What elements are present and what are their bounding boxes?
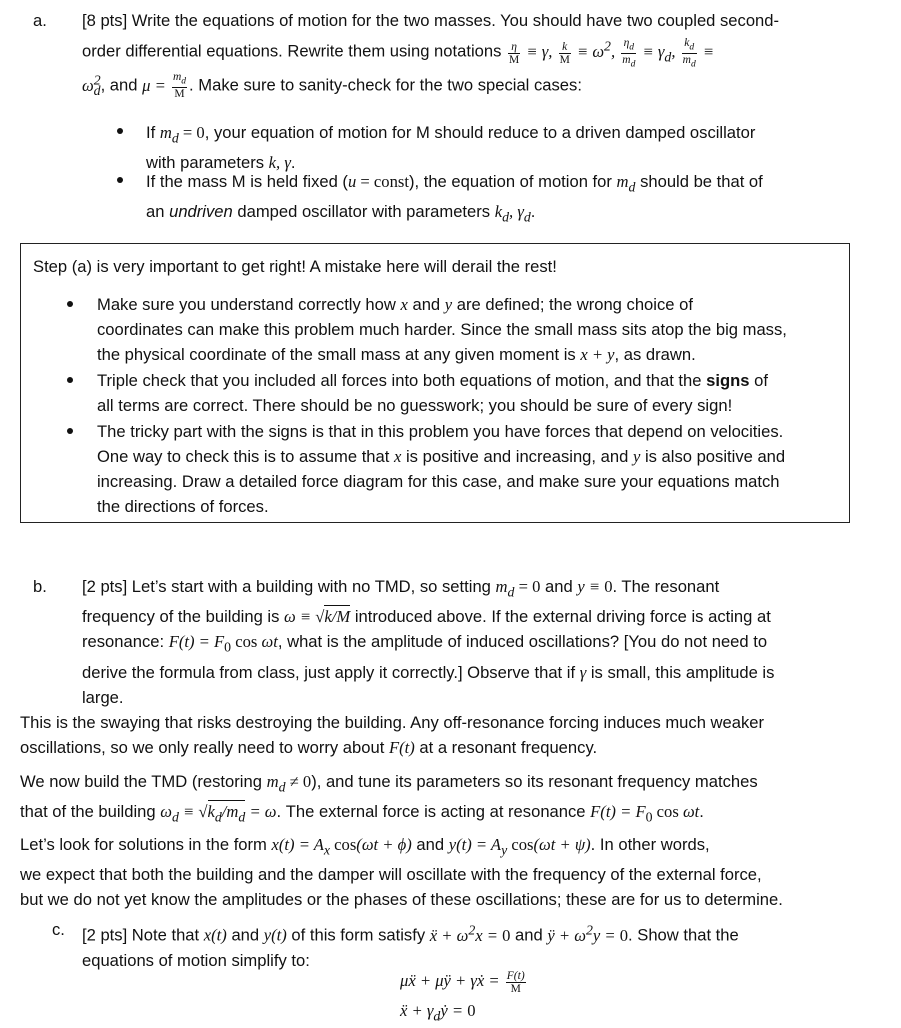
paragraph-swaying: This is the swaying that risks destroying the building. Any off-resonance forcing induces much weaker oscillations, so we only really need to worry about F(t) at a resonant frequency. xyxy=(20,713,765,757)
part-c-text: [2 pts] Note that x(t) and y(t) of this form satisfy ẍ + $\omega^2x = 0$ and ÿ + $\omega^2y = 0$. Show that the equations of motion simplify to: xyxy=(82,922,739,970)
bullet-dot xyxy=(117,177,123,183)
equation-1: μẍ + μÿ + γẋ = $\frac{F(t)}{M}$ xyxy=(400,970,525,996)
part-a-line-2: order differential equations. Rewrite them using notations $\frac{\eta}{M}$ ≡ γ, $\frac{k}{M}$ ≡ $\omega^2$, $\frac{\eta_d}{m_d}$ ≡ $\gamma_d$, $\frac{k_d}{m_d}$ ≡ xyxy=(82,36,715,70)
warning-heading: Step (a) is very important to get right! A mistake here will derail the rest! xyxy=(33,257,557,276)
part-c-letter: c. xyxy=(52,920,65,939)
part-a-letter: a. xyxy=(33,11,47,30)
paragraph-tmd: We now build the TMD (restoring $m_d \ne 0$), and tune its parameters so its resonant frequency matches that of the building $\omega_d \equiv √k_d/m_d = \omega$. The external force is acting at resonance $F(t) = F_0$ cos ωt. xyxy=(20,772,758,825)
part-b-text: [2 pts] Let’s start with a building with no TMD, so setting $m_d = 0$ and y ≡ 0. The resonant frequency of the building is ω ≡ √k/M introduced above. If the external driving force is acting at resonance: $F(t) = F_0$ cos ωt, what is the amplitude of induced oscillations? [You do not need to derive the formula from class, just apply it correctly.] Observe that if γ is small, this amplitude is large. xyxy=(82,577,775,707)
bullet-dot xyxy=(67,301,73,307)
equation-2: ẍ + $\gamma_dẏ = 0$ xyxy=(400,1001,476,1024)
part-a-line-1: [8 pts] Write the equations of motion for the two masses. You should have two coupled second- xyxy=(82,11,780,30)
bullet-dot xyxy=(117,128,123,134)
warning-bullet-3: The tricky part with the signs is that in this problem you have forces that depend on velocities. One way to check this is to assume that x is positive and increasing, and y is also positive and increasing. Draw a detailed force diagram for this case, and make sure your equations match the directions of forces. xyxy=(97,422,786,516)
part-a-bullet-2: If the mass M is held fixed (u = const), the equation of motion for $m_d$ should be that of an undriven damped oscillator with parameters $k_d$, $\gamma_d$. xyxy=(146,172,763,225)
part-a-line-3: $\omega^2_d$, and μ = $\frac{m_d}{M}$ . Make sure to sanity-check for the two special cases: xyxy=(82,70,582,100)
bullet-dot xyxy=(67,377,73,383)
bullet-dot xyxy=(67,428,73,434)
warning-bullet-1: Make sure you understand correctly how x and y are defined; the wrong choice of coordinates can make this problem much harder. Since the small mass sits atop the big mass, the physical coordinate of the small mass at any given moment is x + y, as drawn. xyxy=(97,295,787,364)
warning-bullet-2: Triple check that you included all forces into both equations of motion, and that the signs of all terms are correct. There should be no guesswork; you should be sure of every sign! xyxy=(97,371,768,415)
paragraph-solutions: Let’s look for solutions in the form $x(t) = A_x$ cos(ωt + ϕ) and $y(t) = A_y$ cos(ωt + ψ). In other words, we expect that both the building and the damper will oscillate with the frequency of the external force, but we do not yet know the amplitudes or the phases of these oscillations; these are for us to determine. xyxy=(20,835,783,910)
part-a-bullet-1: If $m_d = 0$, your equation of motion for M should reduce to a driven damped oscillator with parameters k, γ. xyxy=(146,123,756,173)
part-b-letter: b. xyxy=(33,577,47,596)
